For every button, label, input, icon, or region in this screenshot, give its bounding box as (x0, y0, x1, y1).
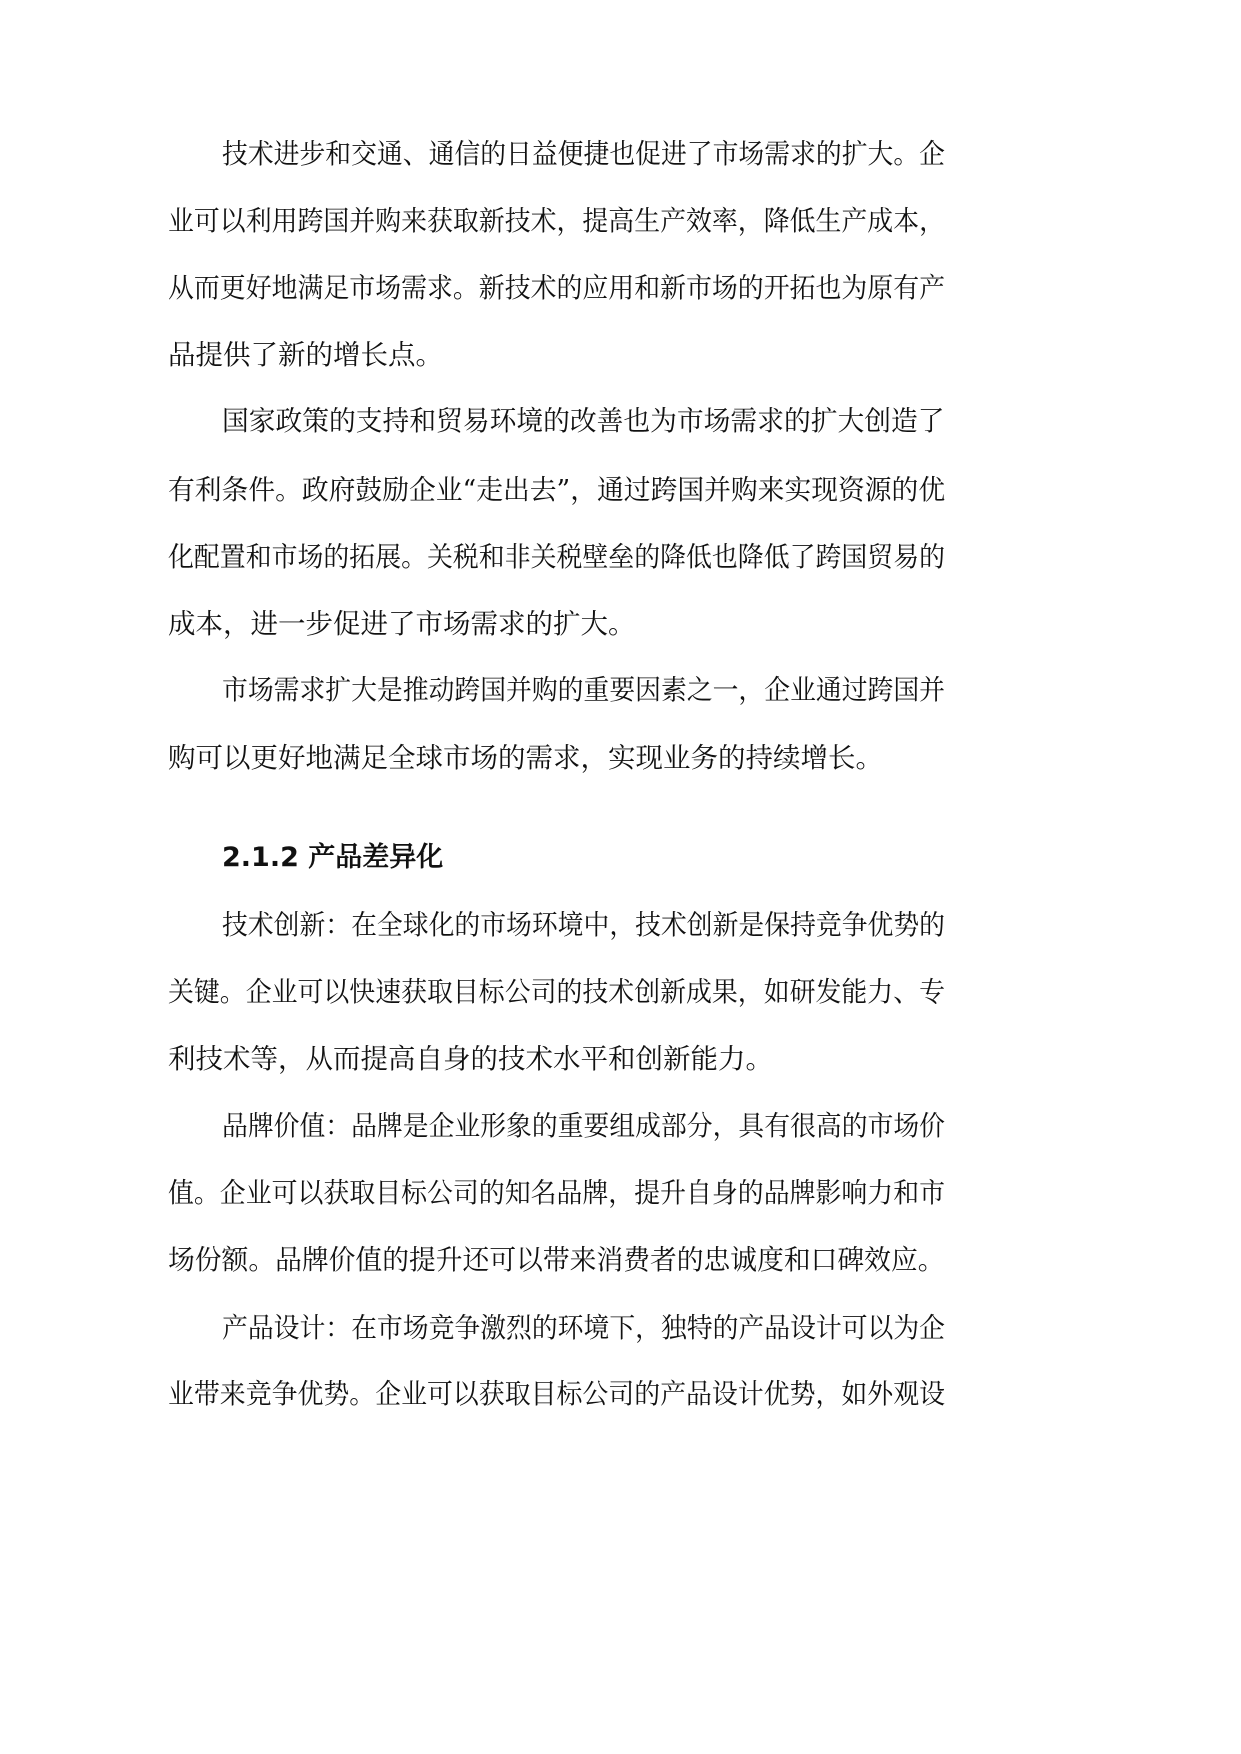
paragraph-line: 化配置和市场的拓展。关税和非关税壁垒的降低也降低了跨国贸易的 (168, 541, 945, 573)
paragraph-line: 关键。企业可以快速获取目标公司的技术创新成果，如研发能力、专 (168, 976, 945, 1008)
section-heading: 2.1.2 产品差异化 (222, 842, 444, 873)
paragraph-line: 业可以利用跨国并购来获取新技术，提高生产效率，降低生产成本， (168, 205, 945, 237)
paragraph-line: 产品设计：在市场竞争激烈的环境下，独特的产品设计可以为企 (222, 1312, 945, 1344)
paragraph-line: 值。企业可以获取目标公司的知名品牌，提升自身的品牌影响力和市 (168, 1177, 945, 1209)
paragraph-line: 品提供了新的增长点。 (168, 339, 443, 371)
paragraph-line: 技术创新：在全球化的市场环境中，技术创新是保持竞争优势的 (222, 909, 945, 941)
paragraph-line: 场份额。品牌价值的提升还可以带来消费者的忠诚度和口碑效应。 (168, 1244, 945, 1276)
paragraph-line: 有利条件。政府鼓励企业“走出去”，通过跨国并购来实现资源的优 (168, 474, 946, 506)
paragraph-line: 业带来竞争优势。企业可以获取目标公司的产品设计优势，如外观设 (168, 1378, 945, 1410)
paragraph-line: 成本，进一步促进了市场需求的扩大。 (168, 608, 636, 640)
paragraph-line: 技术进步和交通、通信的日益便捷也促进了市场需求的扩大。企 (222, 138, 945, 170)
paragraph-line: 从而更好地满足市场需求。新技术的应用和新市场的开拓也为原有产 (168, 272, 945, 304)
paragraph-line: 品牌价值：品牌是企业形象的重要组成部分，具有很高的市场价 (222, 1110, 945, 1142)
paragraph-line: 国家政策的支持和贸易环境的改善也为市场需求的扩大创造了 (222, 405, 945, 437)
paragraph-line: 利技术等，从而提高自身的技术水平和创新能力。 (168, 1043, 773, 1075)
paragraph-line: 市场需求扩大是推动跨国并购的重要因素之一，企业通过跨国并 (222, 674, 945, 706)
paragraph-line: 购可以更好地满足全球市场的需求，实现业务的持续增长。 (168, 742, 883, 774)
